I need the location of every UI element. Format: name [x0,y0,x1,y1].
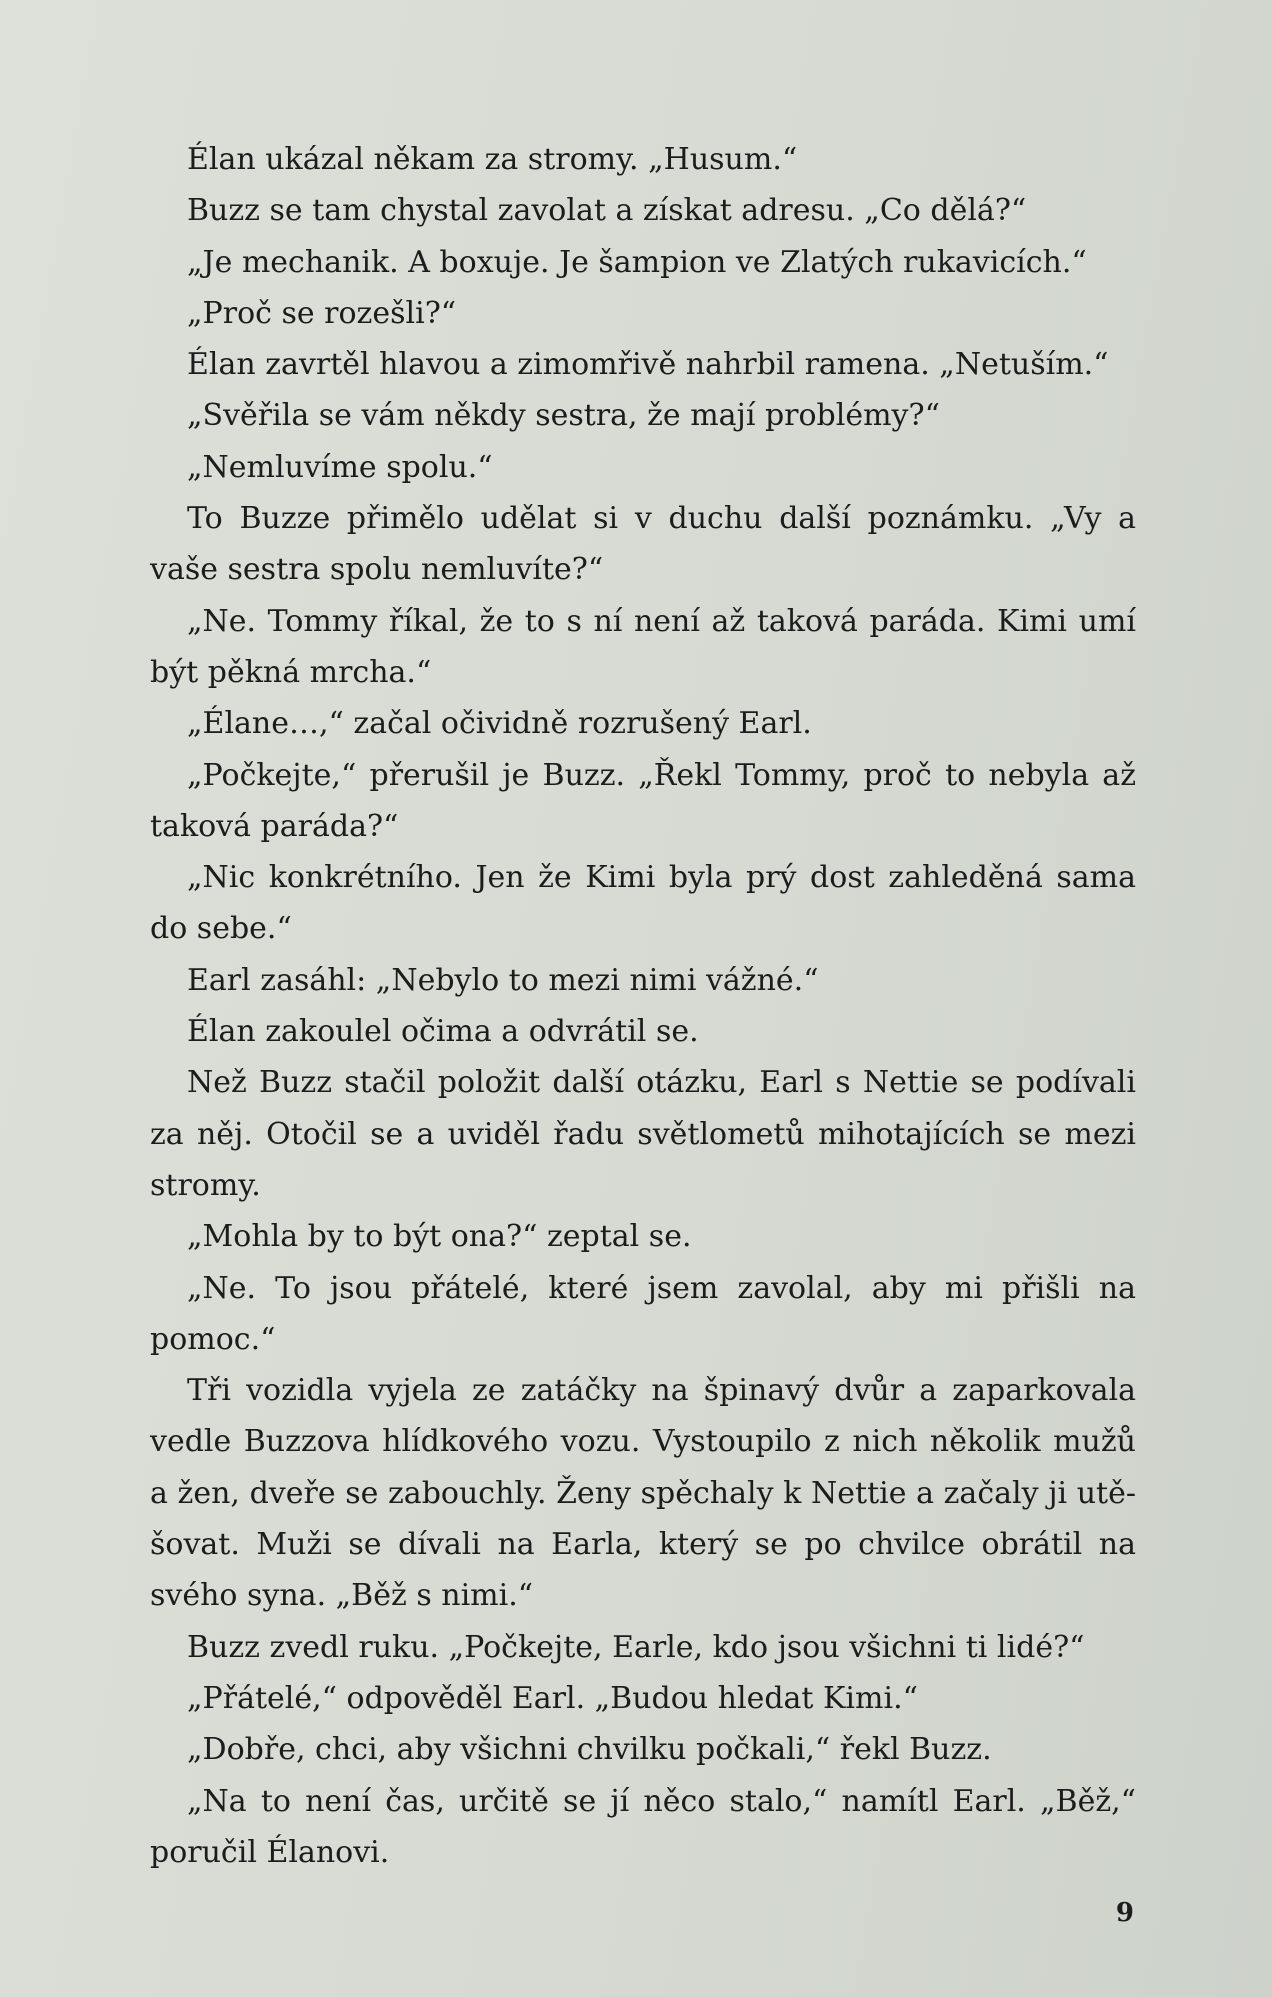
paragraph: „Nic konkrétního. Jen že Kimi byla prý dost zahleděná sama do sebe.“ [150,860,1136,947]
paragraph: „Élane…,“ začal očividně rozrušený Earl. [187,706,812,742]
paragraph: „Je mechanik. A boxuje. Je šampion ve Zlatých rukavicích.“ [187,244,1087,280]
paragraph: „Na to není čas, určitě se jí něco stalo,“ namítl Earl. „Běž,“ poručil Élanovi. [150,1783,1136,1870]
paragraph: Než Buzz stačil položit další otázku, Earl s Nettie se podívali za něj. Otočil se a uviděl řadu světlometů mihotajících se mezi stromy. [150,1065,1136,1203]
paragraph: Buzz se tam chystal zavolat a získat adresu. „Co dělá?“ [187,193,1027,229]
paragraph: „Mohla by to být ona?“ zeptal se. [187,1219,692,1255]
paragraph: „Ne. Tommy říkal, že to s ní není až taková paráda. Kimi umí být pěkná mrcha.“ [150,603,1136,690]
paragraph: „Přátelé,“ odpověděl Earl. „Budou hledat Kimi.“ [187,1680,918,1716]
paragraph: Earl zasáhl: „Nebylo to mezi nimi vážné.“ [187,962,819,998]
paragraph: „Svěřila se vám někdy sestra, že mají problémy?“ [187,398,940,434]
paragraph: Élan zakoulel očima a odvrátil se. [187,1014,699,1050]
paragraph: Élan zavrtěl hlavou a zimomřivě nahrbil ramena. „Netuším.“ [187,347,1109,383]
body-text [150,134,1136,1878]
paragraph: Élan ukázal někam za stromy. „Husum.“ [187,142,798,177]
paragraph: Buzz zvedl ruku. „Počkejte, Earle, kdo jsou všichni ti lidé?“ [187,1629,1085,1665]
paragraph: To Buzze přimělo udělat si v duchu další poznámku. „Vy a vaše sestra spolu nemluvíte?“ [150,501,1136,588]
paragraph: Tři vozidla vyjela ze zatáčky na špinavý dvůr a zaparkovala vedle Buzzova hlídkového vozu. Vystoupilo z nich několik mužů a žen, dveře se zabouchly. Ženy spěchaly k Nettie a začaly ji utěšovat. Muži se dívali na Earla, který se po chvilce obrátil na svého syna. „Běž s nimi.“ [150,1373,1136,1614]
page-number: 9 [1115,1898,1134,1928]
paragraph: „Dobře, chci, aby všichni chvilku počkali,“ řekl Buzz. [187,1732,992,1768]
paragraph: „Nemluvíme spolu.“ [187,449,493,485]
paragraph: „Počkejte,“ přerušil je Buzz. „Řekl Tommy, proč to nebyla až taková paráda?“ [150,757,1136,844]
paragraph: „Proč se rozešli?“ [187,295,457,331]
paragraph: „Ne. To jsou přátelé, které jsem zavolal, aby mi přišli na pomoc.“ [150,1270,1136,1357]
